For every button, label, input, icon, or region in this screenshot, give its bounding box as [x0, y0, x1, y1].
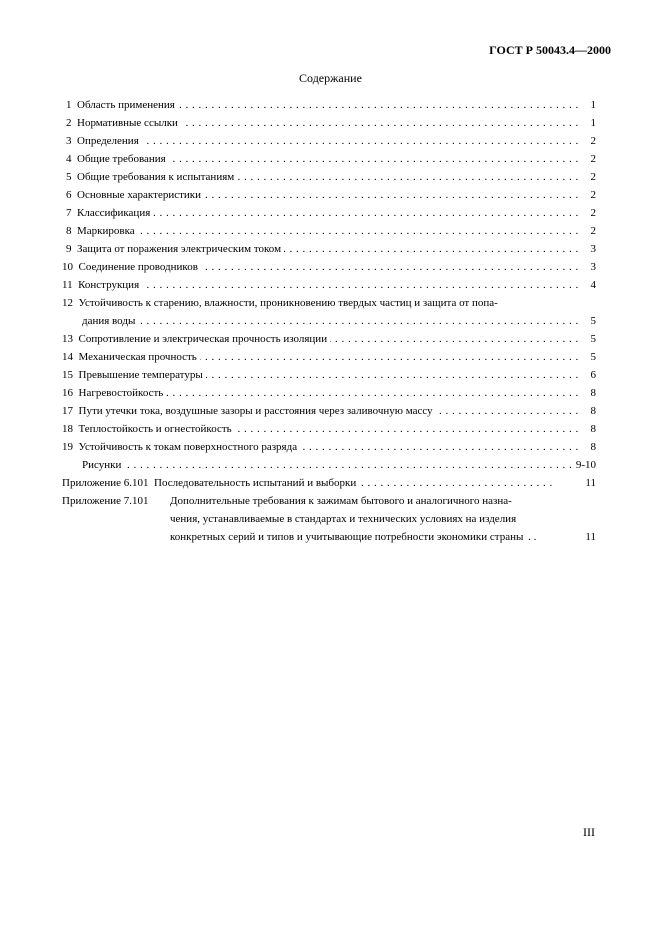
toc-item-page: 9-10	[573, 456, 596, 474]
toc-item-page: 5	[581, 312, 596, 330]
toc-item-page: 2	[581, 222, 596, 240]
toc-item-title: Рисунки	[82, 459, 122, 471]
toc-item-3[interactable]: 3 Определения 2 . . .	[62, 132, 596, 150]
toc-item-18[interactable]: 18 Теплостойкость и огнестойкость 8 . . .	[62, 420, 596, 438]
toc-item-title: Общие требования	[77, 153, 166, 165]
toc-item-17[interactable]: 17 Пути утечки тока, воздушные зазоры и расстояния через заливочную массу 8 . . .	[62, 402, 596, 420]
toc-item-title: Защита от поражения электрическим током	[77, 243, 282, 255]
appendix-7-101-cont2: конкретных серий и типов и учитывающие потребности экономики страны . . 11	[62, 528, 596, 546]
appendix-title-line2: чения, устанавливаемые в стандартах и технических условиях на изделия	[170, 513, 517, 525]
appendix-label: Приложение 6.101	[62, 477, 149, 489]
appendix-6-101[interactable]	[62, 474, 596, 492]
appendix-title-line3: конкретных серий и типов и учитывающие потребности экономики страны	[170, 531, 524, 543]
toc-item-page: 4	[581, 276, 596, 294]
toc-item-title: Область применения	[77, 99, 175, 111]
appendix-title-line1: Дополнительные требования к зажимам бытового и аналогичного назна-	[170, 495, 512, 507]
toc-item-15[interactable]: 15 Превышение температуры 6 . . .	[62, 366, 596, 384]
toc-item-page: 8	[581, 402, 596, 420]
toc-item-title: Конструкция	[78, 279, 140, 291]
toc-item-title: Механическая прочность	[78, 351, 197, 363]
toc-item-8[interactable]: 8 Маркировка 2 . . .	[62, 222, 596, 240]
toc-item-title: Устойчивость к токам поверхностного разряда	[78, 441, 298, 453]
toc-item-page: 2	[581, 186, 596, 204]
toc-item-title: Маркировка	[77, 225, 135, 237]
standard-code: ГОСТ Р 50043.4—2000	[489, 43, 611, 57]
toc-item-page: 2	[581, 150, 596, 168]
toc-item-title: Классификация	[77, 207, 151, 219]
appendix-page: 11	[582, 474, 596, 492]
toc-item-title: Пути утечки тока, воздушные зазоры и расстояния через заливочную массу	[78, 405, 433, 417]
toc-item-title: Теплостойкость и огнестойкость	[78, 423, 232, 435]
toc-item-title: Сопротивление и электрическая прочность изоляции	[78, 333, 328, 345]
toc-item-5[interactable]: 5 Общие требования к испытаниям 2 . . .	[62, 168, 596, 186]
toc-item-page: 1	[581, 96, 596, 114]
toc-item-title: Основные характеристики	[77, 189, 202, 201]
toc-item-12[interactable]: 12 Устойчивость к старению, влажности, проникновению твердых частиц и защита от попа-	[62, 294, 596, 312]
toc-item-title: Превышение температуры	[78, 369, 203, 381]
page-number: III	[583, 825, 595, 839]
toc-item-12-cont[interactable]	[62, 312, 596, 330]
toc-item-page: 5	[581, 330, 596, 348]
appendix-title: Последовательность испытаний и выборки	[154, 477, 357, 489]
toc-item-6[interactable]: 6 Основные характеристики 2 . . .	[62, 186, 596, 204]
toc-item-4[interactable]: 4 Общие требования 2 . . .	[62, 150, 596, 168]
toc-item-title: Нагревостойкость	[78, 387, 164, 399]
toc-item-title: Нормативные ссылки	[77, 117, 178, 129]
appendix-label: Приложение 7.101	[62, 495, 149, 507]
toc-item-9[interactable]: 9 Защита от поражения электрическим током 3 . . .	[62, 240, 596, 258]
toc-item-19[interactable]: 19 Устойчивость к токам поверхностного разряда 8 . . .	[62, 438, 596, 456]
toc-item-page: 3	[581, 258, 596, 276]
toc-item-11[interactable]: 11 Конструкция 4 . . .	[62, 276, 596, 294]
appendix-page: 11	[585, 531, 596, 543]
toc-item-page: 2	[581, 168, 596, 186]
toc-item-page: 5	[581, 348, 596, 366]
toc-item-title: Соединение проводников	[78, 261, 198, 273]
toc-item-page: 8	[581, 420, 596, 438]
toc-item-page: 2	[581, 132, 596, 150]
toc-item-page: 6	[581, 366, 596, 384]
toc-item-2[interactable]: 2 Нормативные ссылки 1 . . .	[62, 114, 596, 132]
toc-item-16[interactable]: 16 Нагревостойкость 8 . . .	[62, 384, 596, 402]
toc-item-page: 1	[581, 114, 596, 132]
toc-item-title: Общие требования к испытаниям	[77, 171, 235, 183]
toc-item-page: 8	[581, 438, 596, 456]
toc-item-page: 8	[581, 384, 596, 402]
toc-item-7[interactable]: 7 Классификация 2 . . .	[62, 204, 596, 222]
toc-item-figures[interactable]	[62, 456, 596, 474]
page-title: Содержание	[299, 71, 362, 85]
toc-item-14[interactable]: 14 Механическая прочность 5 . . .	[62, 348, 596, 366]
toc-item-title: дания воды	[82, 315, 136, 327]
appendix-7-101[interactable]	[62, 492, 596, 510]
toc-item-1[interactable]: 1 Область применения 1 . . .	[62, 96, 596, 114]
toc-item-page: 3	[581, 240, 596, 258]
appendix-7-101-cont	[62, 510, 596, 528]
toc-item-10[interactable]: 10 Соединение проводников 3 . . .	[62, 258, 596, 276]
toc-item-13[interactable]: 13 Сопротивление и электрическая прочность изоляции 5 . . .	[62, 330, 596, 348]
table-of-contents	[62, 96, 596, 546]
toc-item-title: Устойчивость к старению, влажности, проникновению твердых частиц и защита от попа-	[78, 297, 498, 309]
toc-item-title: Определения	[77, 135, 139, 147]
toc-item-page: 2	[581, 204, 596, 222]
